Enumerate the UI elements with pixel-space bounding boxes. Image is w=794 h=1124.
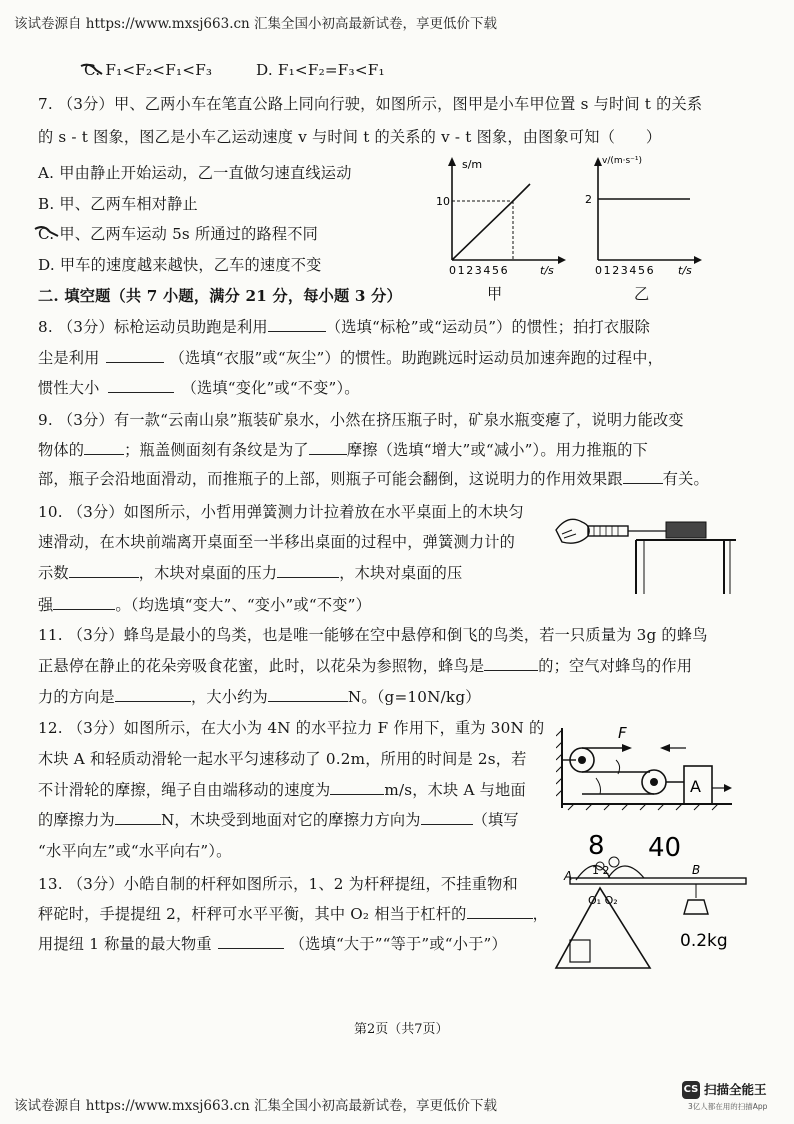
graph-yi-vt (578, 152, 708, 292)
q11-text: 力的方向是 (38, 688, 115, 706)
q13-figure-hook-labels: 1 2 (592, 864, 610, 877)
q13-text: 用提纽 1 称量的最大物重 (38, 935, 212, 953)
q8-text: （选填“变化”或“不变”）。 (181, 379, 360, 397)
q12-text: （填写 (472, 811, 519, 829)
q13-blank1[interactable] (467, 906, 533, 919)
q10-blank3[interactable] (53, 597, 115, 610)
q8-text: 尘是利用 (38, 349, 100, 367)
q11-blank3[interactable] (268, 689, 348, 702)
q11-line3 (38, 686, 481, 707)
graph-jia-ytick: 10 (436, 195, 450, 208)
q12-text: 的摩擦力为 (38, 811, 115, 829)
section-title: 二. 填空题（共 7 小题，满分 21 分，每小题 3 分） (38, 287, 402, 305)
q11-text: 正悬停在静止的花朵旁吸食花蜜，此时，以花朵为参照物，蜂鸟是 (38, 657, 485, 675)
q13-figure-weight: 0.2kg (680, 931, 728, 951)
q7-stem-line1: 7. （3分）甲、乙两小车在笔直公路上同向行驶，如图所示，图甲是小车甲位置 s 与时间 t 的关系 (38, 95, 703, 113)
q9-blank3[interactable] (623, 471, 663, 484)
q8-blank1[interactable] (268, 319, 326, 332)
q12-line3 (38, 779, 526, 800)
q7-stem-line2: 的 s - t 图象，图乙是小车乙运动速度 v 与时间 t 的关系的 v - t 图象，由图象可知（ ） (38, 128, 662, 146)
q12-line2: 木块 A 和轻质动滑轮一起水平匀速移动了 0.2m，所用的时间是 2s，若 (38, 750, 527, 768)
q10-figure-spring-scale (548, 500, 738, 600)
q10-blank2[interactable] (277, 565, 339, 578)
q10-text: 示数 (38, 564, 69, 582)
handwritten-check-mark-q7 (32, 222, 62, 242)
q9-text: ；瓶盖侧面刻有条纹是为了 (124, 441, 309, 459)
q10-line2: 速滑动，在木块前端离开桌面至一半移出桌面的过程中，弹簧测力计的 (38, 533, 516, 551)
q13-line2 (38, 903, 548, 924)
q9-line3 (38, 468, 709, 489)
q13-text: （选填“大于”“等于”或“小于”） (289, 935, 507, 953)
source-footer: 该试卷源自 https://www.mxsj663.cn 汇集全国小初高最新试卷，享更低价下载 (14, 1098, 498, 1114)
q11-blank1[interactable] (484, 658, 538, 671)
q9-blank1[interactable] (84, 442, 124, 455)
camscanner-logo-icon: CS (682, 1081, 700, 1099)
q12-figure-pulley (556, 718, 736, 818)
q7-option-c: C. 甲、乙两车运动 5s 所通过的路程不同 (38, 225, 319, 243)
graph-yi-xticks: 0123456 (595, 264, 656, 277)
q6-option-d: D. F₁<F₂=F₃<F₁ (256, 61, 385, 79)
q9-text: 物体的 (38, 441, 85, 459)
q10-text: 强 (38, 596, 54, 614)
q8-text: （选填“标枪”或“运动员”）的惯性；拍打衣服除 (325, 318, 651, 336)
handwritten-check-mark-q6 (78, 60, 106, 80)
q8-blank3[interactable] (108, 380, 174, 393)
q9-text: 摩擦（选填“增大”或“减小”）。用力推瓶的下 (346, 441, 649, 459)
q13-line3 (38, 933, 507, 954)
q8-text: （选填“衣服”或“灰尘”）的惯性。助跑跳远时运动员加速奔跑的过程中， (169, 349, 664, 367)
graph-yi-xlabel: t/s (678, 264, 692, 277)
graph-jia-xticks: 0123456 (449, 264, 510, 277)
q13-text: ， (532, 905, 548, 923)
q11-text: N。（g=10N/kg） (347, 688, 481, 706)
q11-line2 (38, 655, 692, 676)
q13-figure-num40: 40 (648, 833, 682, 863)
q13-figure-O-labels: O₁ O₂ (588, 894, 618, 907)
q8-text: 8. （3分）标枪运动员助跑是利用 (38, 318, 268, 336)
q13-figure-A: A (564, 869, 573, 883)
q9-text: 有关。 (662, 470, 709, 488)
q10-text: ，木块对桌面的压力 (138, 564, 278, 582)
graph-jia-caption: 甲 (487, 285, 503, 303)
q8-line1 (38, 316, 650, 337)
q9-text: 部，瓶子会沿地面滑动，而推瓶子的上部，则瓶子可能会翻倒，这说明力的作用效果跟 (38, 470, 623, 488)
q12-line5: “水平向左”或“水平向右”）。 (38, 842, 232, 860)
q12-blank1[interactable] (330, 782, 384, 795)
q12-blank3[interactable] (421, 812, 473, 825)
q11-blank2[interactable] (115, 689, 191, 702)
graph-jia-xlabel: t/s (540, 264, 554, 277)
q12-line4 (38, 809, 519, 830)
q12-blank2[interactable] (115, 812, 161, 825)
q10-blank1[interactable] (69, 565, 139, 578)
q12-text: N，木块受到地面对它的摩擦力方向为 (160, 811, 421, 829)
q11-text: ，大小约为 (190, 688, 268, 706)
q13-line1: 13. （3分）小皓自制的杆秤如图所示，1、2 为杆秤提纽，不挂重物和 (38, 875, 518, 893)
q13-figure-num8: 8 (588, 831, 605, 861)
q12-figure-A: A (690, 777, 701, 796)
q7-option-d: D. 甲车的速度越来越快，乙车的速度不变 (38, 256, 322, 274)
q12-figure-F: F (618, 724, 627, 742)
graph-jia-st (430, 152, 570, 292)
q8-text: 惯性大小 (38, 379, 100, 397)
graph-yi-ytick: 2 (585, 193, 592, 206)
q13-figure-steelyard (548, 822, 748, 972)
q10-line4 (38, 594, 371, 615)
q13-text: 秤砣时，手提提纽 2，杆秤可水平平衡，其中 O₂ 相当于杠杆的 (38, 905, 467, 923)
q10-line1: 10. （3分）如图所示，小哲用弹簧测力计拉着放在水平桌面上的木块匀 (38, 503, 524, 521)
q12-text: 不计滑轮的摩擦，绳子自由端移动的速度为 (38, 781, 331, 799)
q8-blank2[interactable] (106, 350, 164, 363)
q12-text: m/s，木块 A 与地面 (384, 781, 526, 799)
q8-line3 (38, 377, 360, 398)
q9-line2 (38, 439, 648, 460)
q10-line3 (38, 562, 462, 583)
graph-jia-ylabel: s/m (462, 158, 483, 171)
q7-option-a: A. 甲由静止开始运动，乙一直做匀速直线运动 (38, 164, 352, 182)
q11-text: 的；空气对蜂鸟的作用 (538, 657, 693, 675)
graph-yi-ylabel: v/(m·s⁻¹) (602, 156, 643, 166)
camscanner-brand: 扫描全能王 (704, 1082, 767, 1097)
q9-blank2[interactable] (309, 442, 347, 455)
q7-option-b: B. 甲、乙两车相对静止 (38, 195, 198, 213)
q8-line2 (38, 347, 663, 368)
source-header: 该试卷源自 https://www.mxsj663.cn 汇集全国小初高最新试卷，享更低价下载 (14, 16, 498, 32)
graph-yi-caption: 乙 (634, 285, 650, 303)
q6-option-c: C. F₁<F₂<F₁<F₃ (84, 61, 213, 79)
camscanner-subtitle: 3亿人都在用的扫描App (688, 1102, 768, 1111)
q10-text: 。（均选填“变大”、“变小”或“不变”） (115, 596, 372, 614)
page-number: 第2页（共7页） (354, 1022, 449, 1037)
q13-blank2[interactable] (218, 936, 284, 949)
q12-line1: 12. （3分）如图所示，在大小为 4N 的水平拉力 F 作用下，重为 30N 的 (38, 719, 545, 737)
q11-line1: 11. （3分）蜂鸟是最小的鸟类，也是唯一能够在空中悬停和倒飞的鸟类，若一只质量为 3g 的蜂鸟 (38, 626, 708, 644)
q10-text: ，木块对桌面的压 (339, 564, 463, 582)
q9-line1: 9. （3分）有一款“云南山泉”瓶装矿泉水，小然在挤压瓶子时，矿泉水瓶变瘪了，说明力能改变 (38, 411, 684, 429)
q13-figure-B: B (692, 863, 701, 877)
